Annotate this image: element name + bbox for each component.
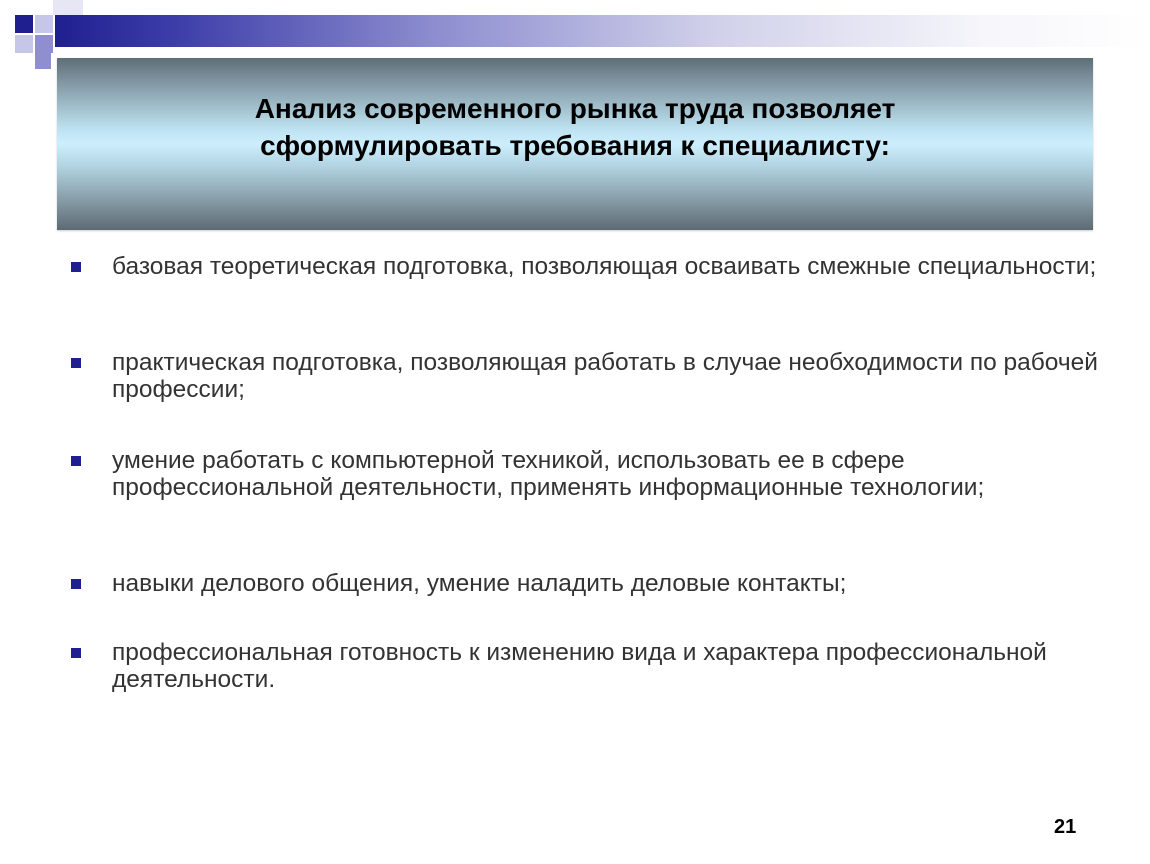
square-bullet-icon [71, 579, 81, 589]
list-item-text: практическая подготовка, позволяющая работать в случае необходимости по рабочей профессии; [112, 349, 1098, 403]
decor-square [35, 53, 51, 69]
list-item [70, 253, 1096, 280]
list-item-text: профессиональная готовность к изменению вида и характера профессиональной деятельности. [112, 639, 1047, 693]
title-banner [57, 58, 1093, 230]
list-item-text: базовая теоретическая подготовка, позволяющая осваивать смежные специальности; [112, 253, 1097, 280]
list-item-text: навыки делового общения, умение наладить деловые контакты; [112, 570, 847, 597]
list-item [70, 447, 1110, 501]
slide-title-line-1: Анализ современного рынка труда позволяет [254, 93, 896, 124]
slide-title-line-2: сформулировать требования к специалисту: [260, 130, 890, 161]
page-number: 21 [1054, 816, 1077, 838]
list-item [70, 349, 1110, 403]
decor-square [53, 0, 83, 15]
decor-square [35, 15, 53, 33]
list-item-text: умение работать с компьютерной техникой, использовать ее в сфере профессиональной деятельности, применять информационные технологии; [112, 447, 985, 501]
decor-square [15, 35, 33, 53]
decor-square [35, 35, 53, 53]
header-decor-bar [55, 15, 1150, 47]
list-item [70, 570, 846, 597]
square-bullet-icon [71, 358, 81, 368]
slide-title [57, 90, 1093, 164]
decor-square [15, 15, 33, 33]
square-bullet-icon [71, 456, 81, 466]
square-bullet-icon [71, 648, 81, 658]
square-bullet-icon [71, 262, 81, 272]
list-item [70, 639, 1110, 693]
